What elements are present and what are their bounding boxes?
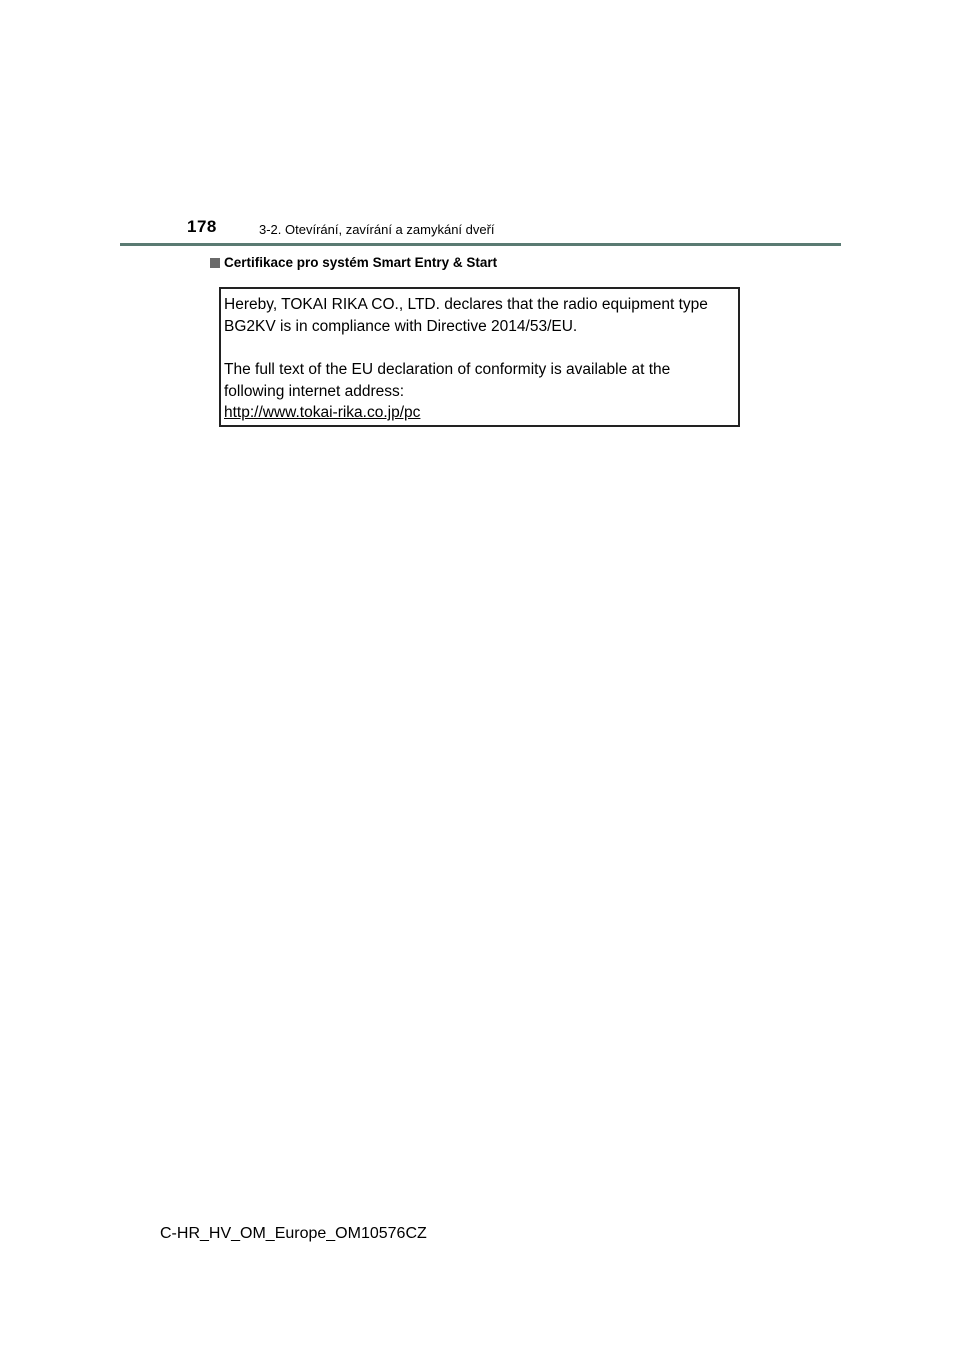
certificate-link[interactable]: http://www.tokai-rika.co.jp/pc: [224, 404, 421, 421]
subheading: [210, 255, 497, 270]
square-bullet-icon: [210, 258, 220, 268]
certificate-line-2: BG2KV is in compliance with Directive 2014/53/EU.: [224, 318, 578, 335]
page-number: 178: [187, 217, 217, 236]
header-divider: [120, 243, 841, 246]
section-title: 3-2. Otevírání, zavírání a zamykání dveří: [259, 222, 495, 237]
document-code: C-HR_HV_OM_Europe_OM10576CZ: [160, 1225, 427, 1242]
subheading-text: Certifikace pro systém Smart Entry & Start: [224, 255, 498, 270]
certificate-line-4: following internet address:: [224, 383, 405, 400]
certificate-line-3: The full text of the EU declaration of conformity is available at the: [224, 361, 671, 378]
certificate-box: [219, 287, 740, 427]
certificate-line-1: Hereby, TOKAI RIKA CO., LTD. declares that the radio equipment type: [224, 296, 708, 313]
